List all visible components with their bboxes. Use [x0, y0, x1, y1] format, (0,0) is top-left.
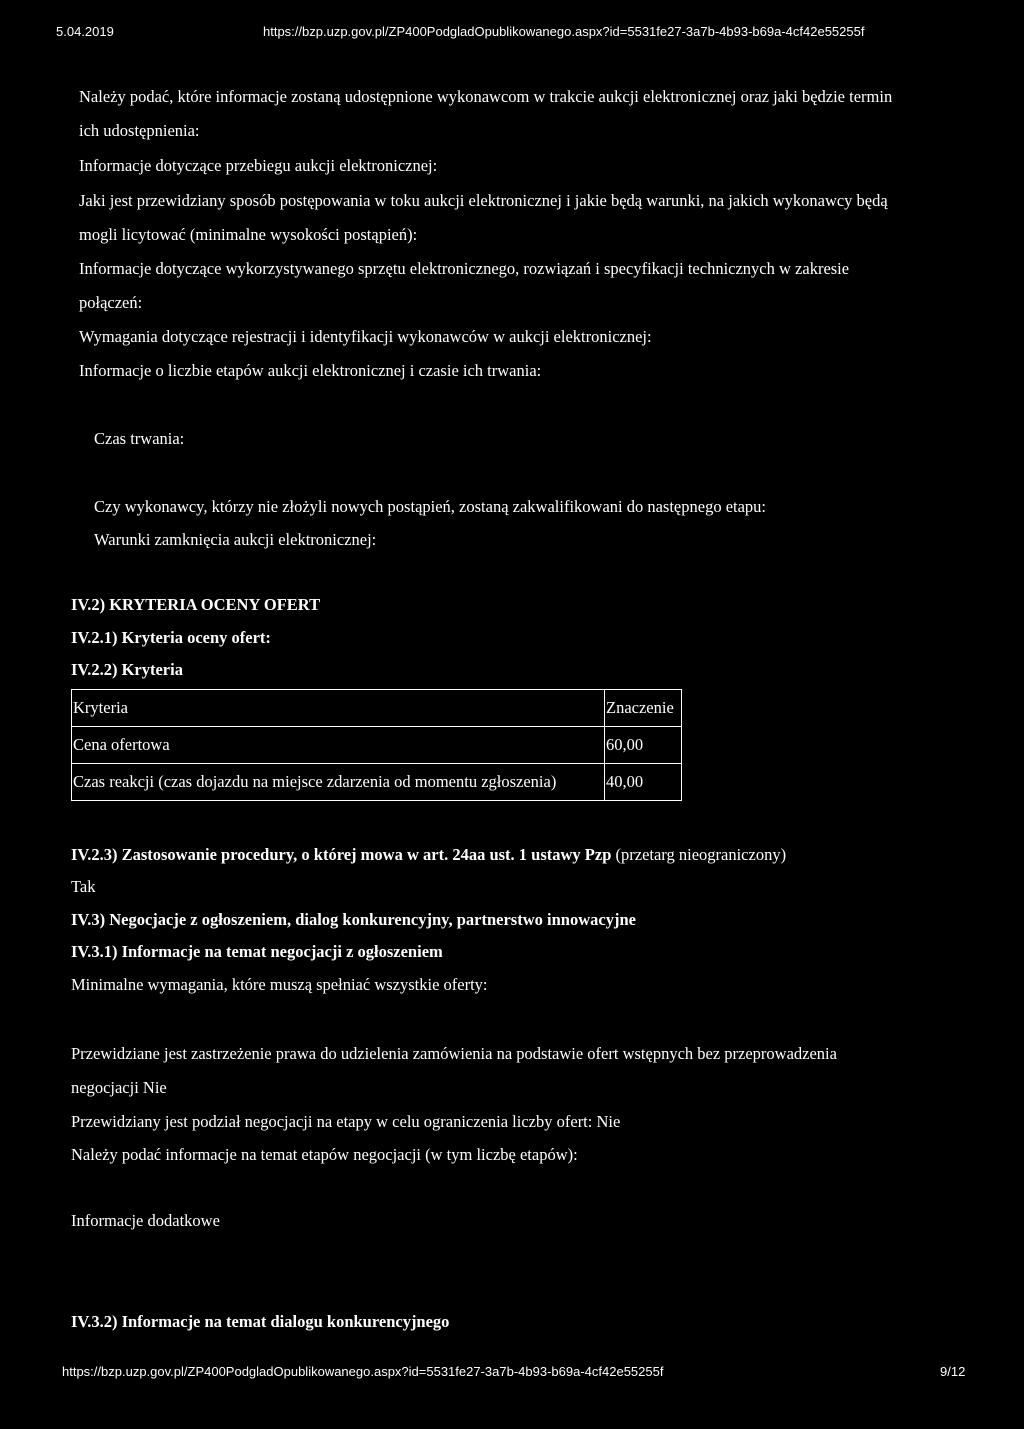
- section-heading: IV.2.1) Kryteria oceny ofert:: [71, 628, 271, 647]
- auction-info-line: mogli licytować (minimalne wysokości postąpień):: [79, 225, 418, 244]
- section-heading: IV.3.1) Informacje na temat negocjacji z ogłoszeniem: [71, 942, 443, 961]
- section-heading: IV.2) KRYTERIA OCENY OFERT: [71, 595, 321, 614]
- procedure-heading-normal: (przetarg nieograniczony): [611, 845, 787, 864]
- print-date: 5.04.2019: [56, 24, 114, 39]
- table-header-cell: Kryteria: [72, 690, 605, 727]
- auction-closing: Warunki zamknięcia aukcji elektronicznej:: [94, 530, 377, 549]
- procedure-answer: Tak: [71, 877, 96, 896]
- auction-info-line: Informacje o liczbie etapów aukcji elektronicznej i czasie ich trwania:: [79, 361, 542, 380]
- table-cell: Czas reakcji (czas dojazdu na miejsce zdarzenia od momentu zgłoszenia): [72, 764, 605, 801]
- table-row: [72, 727, 682, 764]
- header-url: https://bzp.uzp.gov.pl/ZP400PodgladOpublikowanego.aspx?id=5531fe27-3a7b-4b93-b69a-4cf42e55255f: [263, 24, 865, 39]
- auction-info-line: Należy podać, które informacje zostaną udostępnione wykonawcom w trakcie aukcji elektronicznej oraz jaki będzie termin: [79, 87, 893, 106]
- auction-info-line: ich udostępnienia:: [79, 121, 200, 140]
- page-number: 9/12: [940, 1364, 966, 1379]
- auction-info-line: Informacje dotyczące wykorzystywanego sprzętu elektronicznego, rozwiązań i specyfikacji technicznych w zakresie: [79, 259, 850, 278]
- criteria-table: [71, 689, 682, 801]
- auction-info-line: połączeń:: [79, 293, 143, 312]
- table-header-cell: Znaczenie: [605, 690, 682, 727]
- auction-duration: Czas trwania:: [94, 429, 185, 448]
- section-heading: IV.2.2) Kryteria: [71, 660, 183, 679]
- table-row: [72, 764, 682, 801]
- negotiation-line: Należy podać informacje na temat etapów negocjacji (w tym liczbę etapów):: [71, 1145, 578, 1164]
- procedure-heading-bold: IV.2.3) Zastosowanie procedury, o której mowa w art. 24aa ust. 1 ustawy Pzp: [71, 845, 612, 864]
- auction-info-line: Wymagania dotyczące rejestracji i identyfikacji wykonawców w aukcji elektronicznej:: [79, 327, 652, 346]
- footer-url: https://bzp.uzp.gov.pl/ZP400PodgladOpublikowanego.aspx?id=5531fe27-3a7b-4b93-b69a-4cf42e55255f: [62, 1364, 664, 1379]
- table-cell: Cena ofertowa: [72, 727, 605, 764]
- table-cell: 60,00: [605, 727, 682, 764]
- negotiation-line: Minimalne wymagania, które muszą spełniać wszystkie oferty:: [71, 975, 488, 994]
- negotiation-line: Informacje dodatkowe: [71, 1211, 220, 1230]
- section-heading: IV.3) Negocjacje z ogłoszeniem, dialog konkurencyjny, partnerstwo innowacyjne: [71, 910, 636, 929]
- auction-info-line: Informacje dotyczące przebiegu aukcji elektronicznej:: [79, 156, 438, 175]
- table-cell: 40,00: [605, 764, 682, 801]
- section-heading: IV.3.2) Informacje na temat dialogu konkurencyjnego: [71, 1312, 450, 1331]
- negotiation-line: negocjacji Nie: [71, 1078, 167, 1097]
- negotiation-line: Przewidziany jest podział negocjacji na etapy w celu ograniczenia liczby ofert: Nie: [71, 1112, 621, 1131]
- table-header-row: [72, 690, 682, 727]
- procedure-heading: [71, 845, 786, 865]
- negotiation-line: Przewidziane jest zastrzeżenie prawa do udzielenia zamówienia na podstawie ofert wstępnych bez przeprowadzenia: [71, 1044, 837, 1063]
- auction-qualify: Czy wykonawcy, którzy nie złożyli nowych postąpień, zostaną zakwalifikowani do następnego etapu:: [94, 497, 767, 516]
- auction-info-line: Jaki jest przewidziany sposób postępowania w toku aukcji elektronicznej i jakie będą warunki, na jakich wykonawcy będą: [79, 191, 888, 210]
